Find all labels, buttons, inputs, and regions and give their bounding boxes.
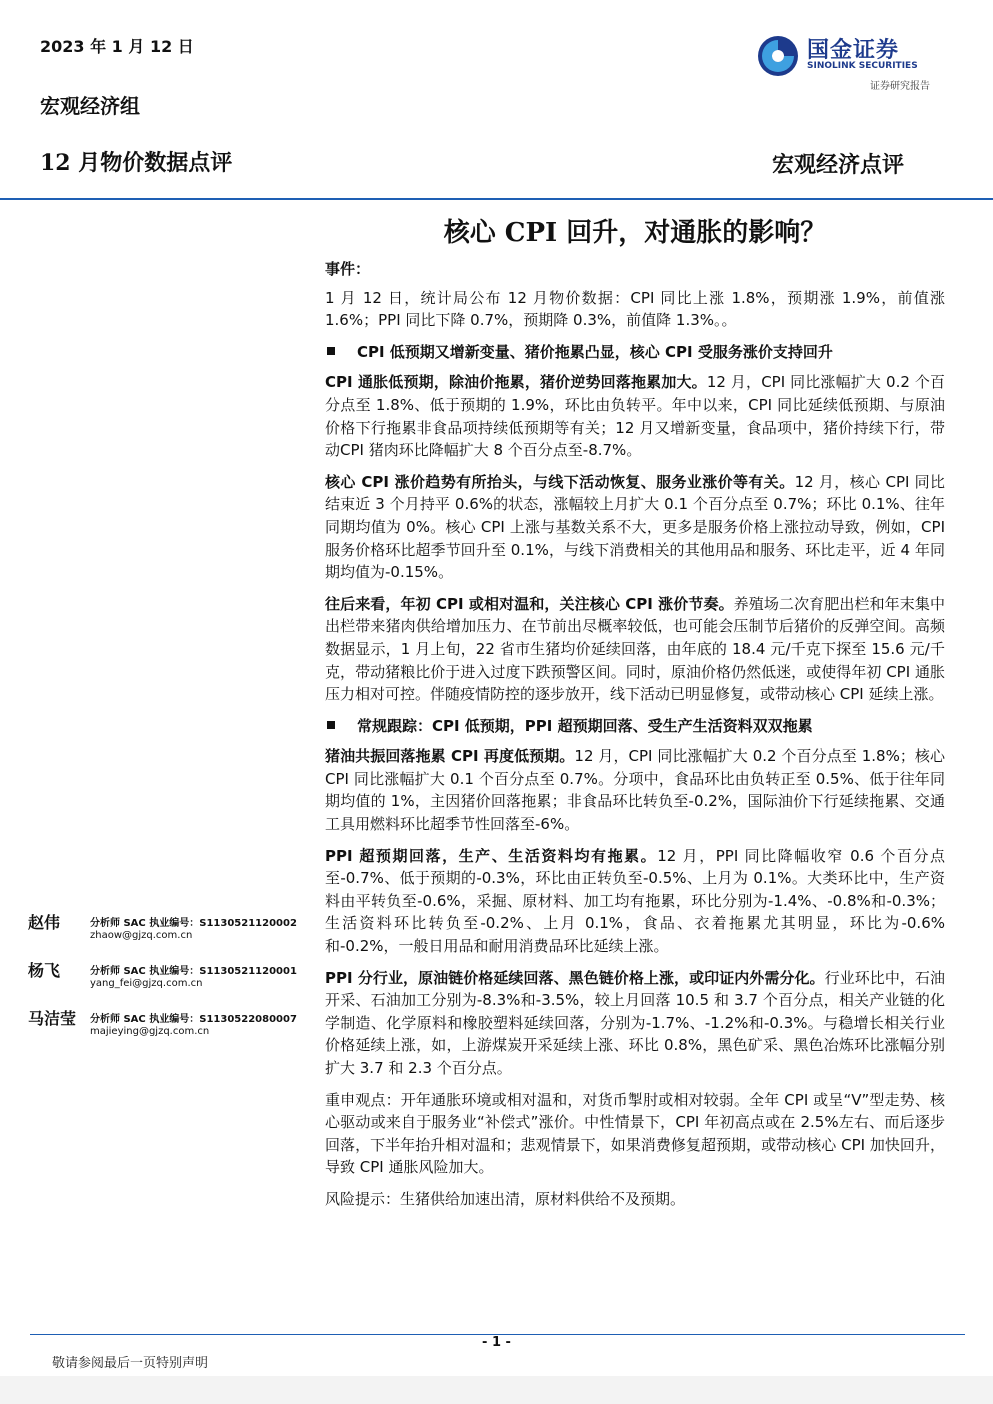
report-date: 2023 年 1 月 12 日 bbox=[40, 37, 194, 56]
event-label: 事件： bbox=[325, 260, 371, 278]
analyst-block bbox=[28, 1006, 318, 1046]
logo-chinese-name: 国金证券 bbox=[807, 38, 900, 63]
analyst-name: 马洁莹 bbox=[28, 1009, 77, 1028]
research-group: 宏观经济组 bbox=[40, 94, 140, 118]
report-subject: 12 月物价数据点评 bbox=[40, 150, 233, 176]
paragraph bbox=[325, 845, 945, 958]
footer-disclaimer: 敬请参阅最后一页特别声明 bbox=[52, 1356, 209, 1371]
paragraph bbox=[325, 745, 945, 835]
analyst-email[interactable]: majieying@gjzq.com.cn bbox=[90, 1026, 210, 1037]
report-type: 宏观经济点评 bbox=[772, 152, 905, 178]
analyst-email[interactable]: zhaow@gjzq.com.cn bbox=[90, 930, 193, 941]
logo-subtitle: 证券研究报告 bbox=[870, 81, 930, 92]
analyst-block bbox=[28, 958, 318, 998]
section-heading-text: CPI 低预期又增新变量、猪价拖累凸显，核心 CPI 受服务涨价支持回升 bbox=[357, 342, 833, 361]
event-text: 1 月 12 日，统计局公布 12 月物价数据：CPI 同比上涨 1.8%，预期涨 1.9%，前值涨 1.6%；PPI 同比下降 0.7%，预期降 0.3%，前值降 1.3%。。 bbox=[325, 288, 945, 330]
paragraph-lead: 往后来看，年初 CPI 或相对温和，关注核心 CPI 涨价节奏。 bbox=[325, 594, 734, 613]
risk-text: 风险提示：生猪供给加速出清，原材料供给不及预期。 bbox=[325, 1189, 686, 1208]
paragraph bbox=[325, 967, 945, 1080]
view-text: 重申观点：开年通胀环境或相对温和，对货币掣肘或相对较弱。全年 CPI 或呈“V”型走势、核心驱动或来自于服务业“补偿式”涨价。中性情景下，CPI 年初高点或在 2.5%左右、而后逐步回落，下半年抬升相对温和；悲观情景下，如果消费修复超预期，或带动核心 CPI 加快回升，导致 CPI 通胀风险加大。 bbox=[325, 1090, 945, 1177]
paragraph-body: 养殖场二次育肥出栏和年末集中出栏带来猪肉供给增加压力、在节前出尽概率较低，也可能会压制节后猪价的反弹空间。高频数据显示，1 月上旬，22 省市生猪均价延续回落，由年底的 18.4 元/千克下探至 15.6 元/千克，带动猪粮比价于进入过度下跌预警区间。同时，原油价格仍然低迷，或使得年初 CPI 通胀压力相对可控。伴随疫情防控的逐步放开，线下活动已明显修复，或带动核心 CPI 延续上涨。 bbox=[325, 594, 945, 704]
report-body bbox=[325, 258, 945, 1220]
paragraph-lead: CPI 通胀低预期，除油价拖累，猪价逆势回落拖累加大。 bbox=[325, 373, 707, 392]
paragraph-body: 12 月，PPI 同比降幅收窄 0.6 个百分点至-0.7%、低于预期的-0.3%，环比由正转负至-0.5%、上月为 0.1%。大类环比中，生产资料由平转负至-0.6%，采掘、原材料、加工均有拖累，环比分别为-1.4%、-0.8%和-0.3%；生活资料环比转负至-0.2%、上月 0.1%，食品、衣着拖累尤其明显，环比为-0.6%和-0.2%，一般日用品和耐用消费品环比延续上涨。 bbox=[325, 846, 946, 956]
paragraph-lead: PPI 分行业，原油链价格延续回落、黑色链价格上涨，或印证内外需分化。 bbox=[325, 968, 825, 987]
analyst-email[interactable]: yang_fei@gjzq.com.cn bbox=[90, 978, 203, 989]
paragraph-lead: 猪油共振回落拖累 CPI 再度低预期。 bbox=[325, 747, 575, 766]
sinolink-logo-icon bbox=[757, 35, 799, 77]
section-heading bbox=[325, 715, 945, 738]
paragraph-body: 12 月，CPI 同比涨幅扩大 0.2 个百分点至 1.8%、低于预期的 1.9%，环比由负转平。年中以来，CPI 同比延续低预期、与原油价格下行拖累非食品项持续低预期等有关；12 月又增新变量，食品项中，猪价持续下行，带动CPI 猪肉环比降幅扩大 8 个百分点至-8.7%。 bbox=[325, 373, 945, 460]
header-divider bbox=[0, 198, 993, 200]
analyst-cert: 分析师 SAC 执业编号：S1130521120002 bbox=[90, 918, 297, 929]
logo-english-name: SINOLINK SECURITIES bbox=[807, 61, 918, 71]
paragraph-body: 12 月，CPI 同比涨幅扩大 0.2 个百分点至 1.8%；核心 CPI 同比涨幅扩大 0.1 个百分点至 0.7%。分项中，食品环比由负转正至 0.5%、低于往年同期均值的 1%，主因猪价回落拖累；非食品环比转负至-0.2%，国际油价下行延续拖累、交通工具用燃料环比超季节性回落至-6%。 bbox=[325, 747, 945, 834]
paragraph-body: 行业环比中，石油开采、石油加工分别为-8.3%和-3.5%，较上月回落 10.5 和 3.7 个百分点，相关产业链的化学制造、化学原料和橡胶塑料延续回落，分别为-1.7%、-1.2%和-0.3%。与稳增长相关行业价格延续上涨，如，上游煤炭开采延续上涨、环比 0.8%，黑色矿采、黑色冶炼环比涨幅分别扩大 3.7 和 2.3 个百分点。 bbox=[325, 968, 945, 1077]
paragraph-body: 12 月，核心 CPI 同比结束近 3 个月持平 0.6%的状态，涨幅较上月扩大 0.1 个百分点至 0.7%；环比 0.1%、往年同期均值为 0%。核心 CPI 上涨与基数关系不大，更多是服务价格上涨拉动导致，例如，CPI 服务价格环比超季节回升至 0.1%，与线下消费相关的其他用品和服务、环比走平，近 4 年同期均值为-0.15%。 bbox=[325, 472, 945, 582]
analyst-name: 杨飞 bbox=[28, 961, 61, 980]
paragraph bbox=[325, 593, 945, 706]
page-number: - 1 - bbox=[482, 1335, 511, 1350]
analyst-block bbox=[28, 910, 318, 950]
footer-band bbox=[0, 1376, 993, 1404]
section-heading-text: 常规跟踪：CPI 低预期，PPI 超预期回落、受生产生活资料双双拖累 bbox=[357, 716, 813, 735]
report-title: 核心 CPI 回升，对通胀的影响？ bbox=[443, 218, 827, 248]
section-heading bbox=[325, 341, 945, 364]
square-bullet-icon bbox=[327, 721, 335, 729]
sinolink-logo bbox=[757, 33, 947, 93]
analyst-cert: 分析师 SAC 执业编号：S1130522080007 bbox=[90, 1014, 297, 1025]
analyst-cert: 分析师 SAC 执业编号：S1130521120001 bbox=[90, 966, 297, 977]
paragraph-lead: PPI 超预期回落，生产、生活资料均有拖累。 bbox=[325, 846, 658, 865]
paragraph bbox=[325, 471, 945, 584]
paragraph-lead: 核心 CPI 涨价趋势有所抬头，与线下活动恢复、服务业涨价等有关。 bbox=[325, 472, 795, 491]
paragraph bbox=[325, 371, 945, 461]
square-bullet-icon bbox=[327, 347, 335, 355]
analyst-name: 赵伟 bbox=[28, 913, 61, 932]
